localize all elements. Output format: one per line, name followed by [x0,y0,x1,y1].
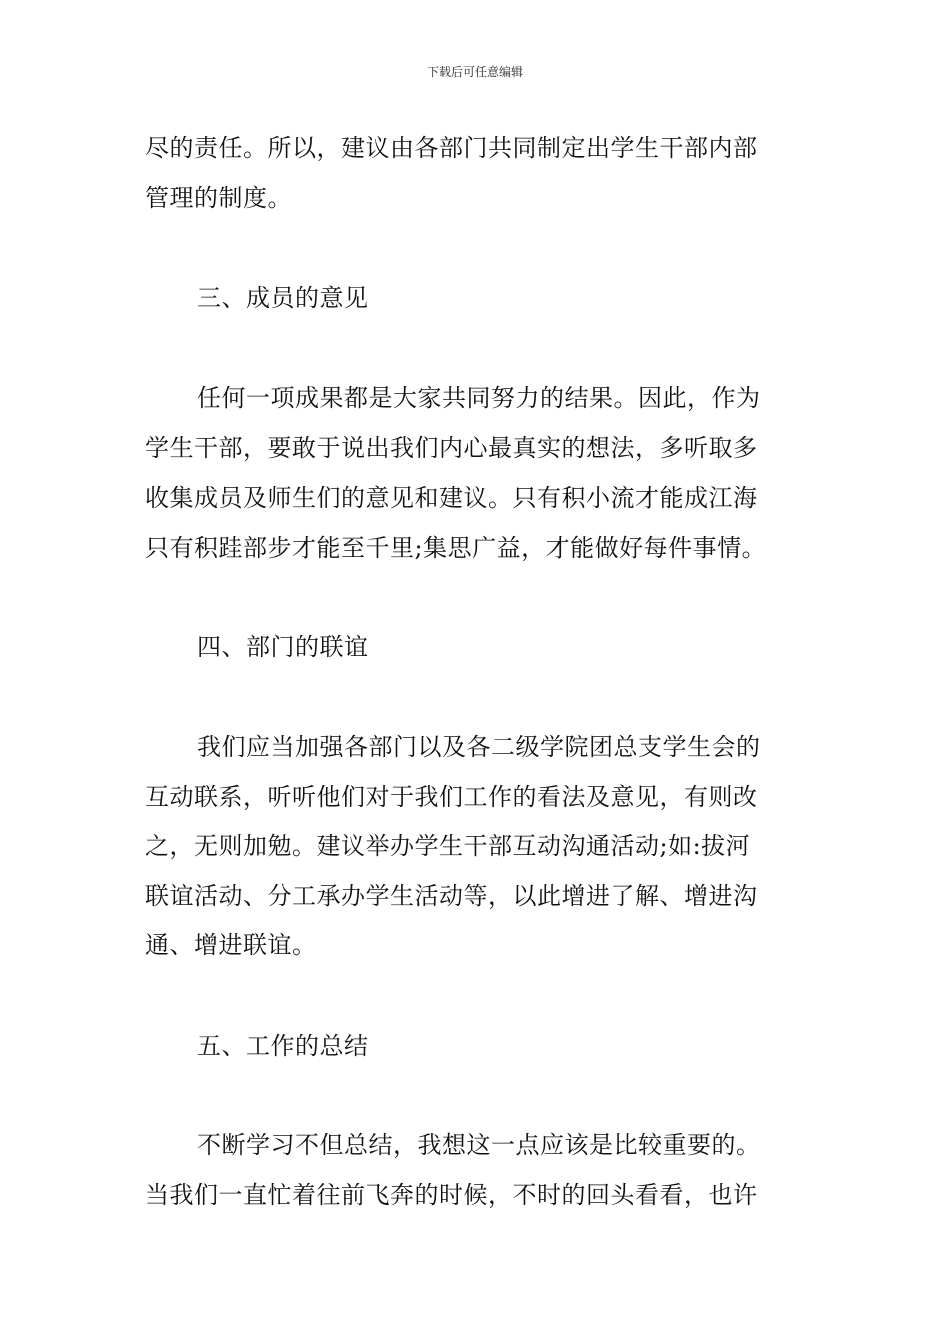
body-line: 学生干部，要敢于说出我们内心最真实的想法，多听取多 [145,434,758,462]
page-header: 下载后可任意编辑 [426,65,523,79]
body-line: 联谊活动、分工承办学生活动等，以此增进了解、增进沟 [145,882,758,910]
body-line: 收集成员及师生们的意见和建议。只有积小流才能成江海 [145,484,758,512]
body-line: 通、增进联谊。 [145,931,317,959]
paragraph-first-line: 不断学习不但总结，我想这一点应该是比较重要的。 [197,1131,761,1159]
section-heading: 四、部门的联谊 [197,633,369,661]
body-line: 之，无则加勉。建议举办学生干部互动沟通活动;如:拔河 [145,832,751,860]
body-line: 尽的责任。所以，建议由各部门共同制定出学生干部内部 [145,134,758,162]
body-line: 当我们一直忙着往前飞奔的时候，不时的回头看看，也许 [145,1181,758,1209]
section-heading: 三、成员的意见 [197,284,369,312]
paragraph-first-line: 我们应当加强各部门以及各二级学院团总支学生会的 [197,733,761,761]
section-heading: 五、工作的总结 [197,1032,369,1060]
body-line: 管理的制度。 [145,184,292,212]
body-line: 只有积跬部步才能至千里;集思广益，才能做好每件事情。 [145,534,767,562]
paragraph-first-line: 任何一项成果都是大家共同努力的结果。因此，作为 [197,384,761,412]
body-line: 互动联系，听听他们对于我们工作的看法及意见，有则改 [145,783,758,811]
